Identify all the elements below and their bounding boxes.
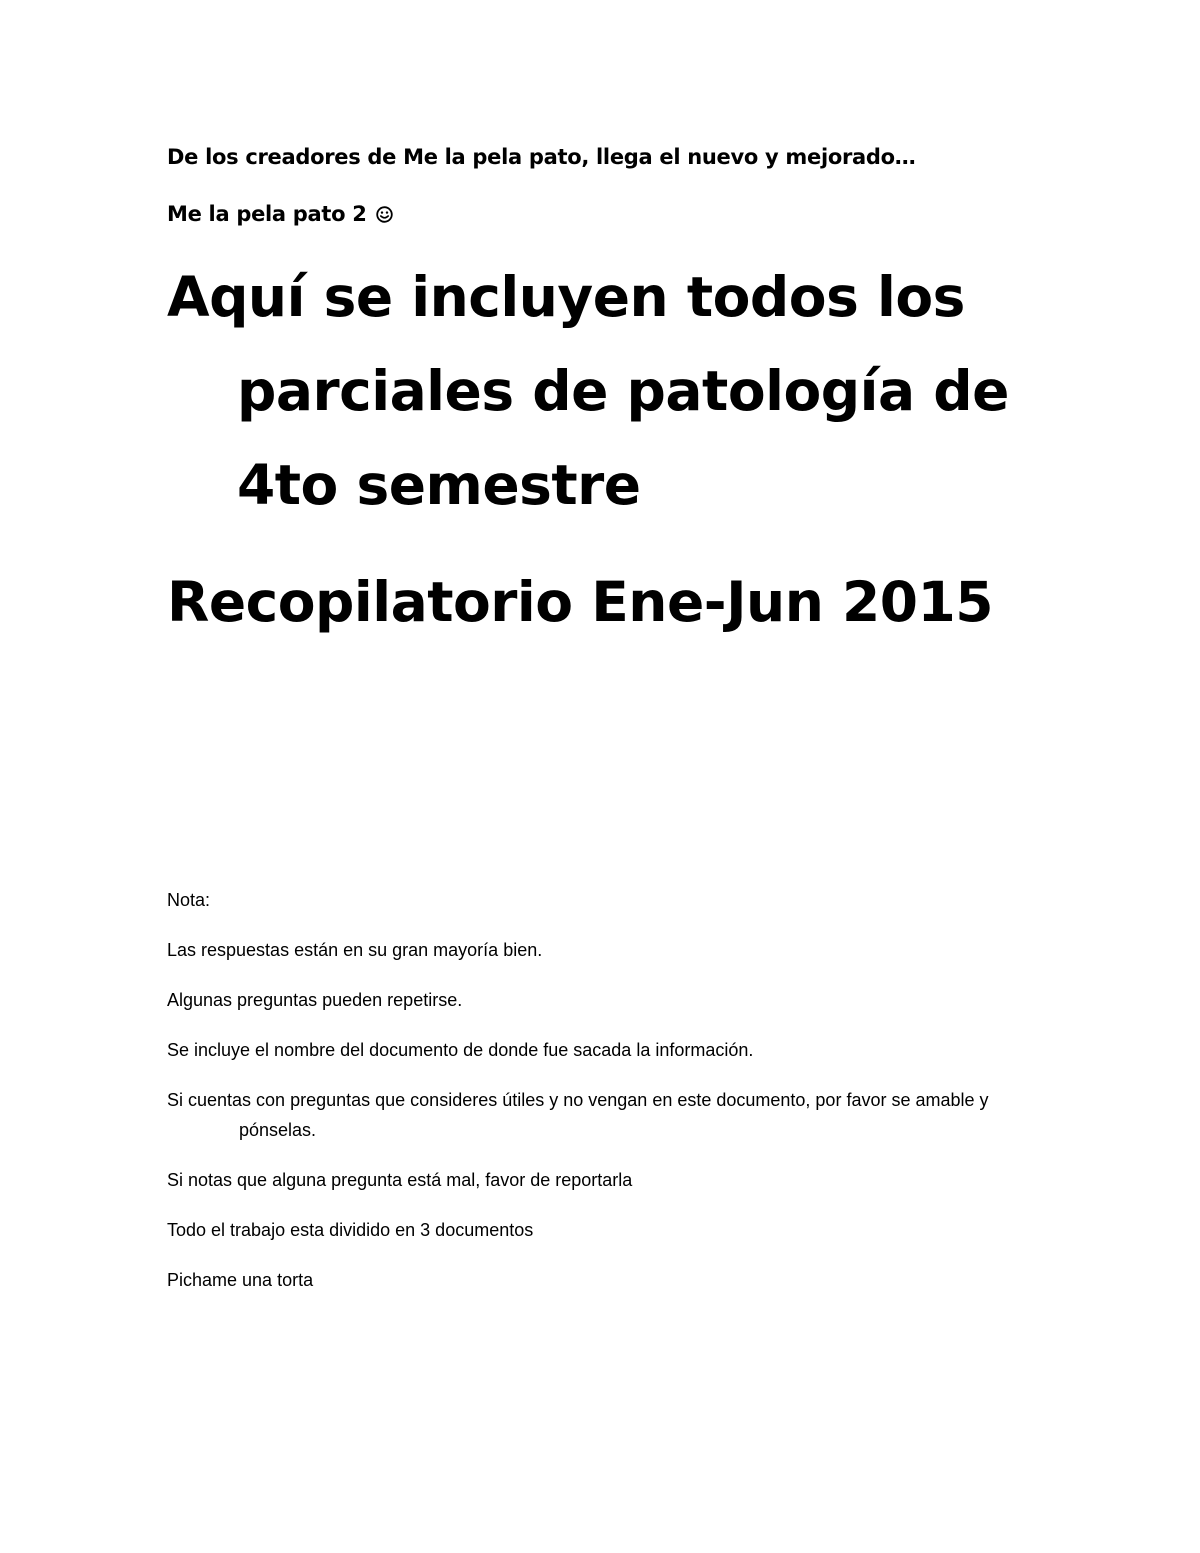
note-item: Todo el trabajo esta dividido en 3 documentos: [167, 1220, 534, 1240]
smiley-face-icon: [376, 202, 393, 219]
sub-headline: Recopilatorio Ene-Jun 2015: [167, 570, 994, 634]
intro-line: De los creadores de Me la pela pato, llega el nuevo y mejorado…: [167, 145, 916, 169]
note-item: Las respuestas están en su gran mayoría bien.: [167, 940, 543, 960]
notes-section: [167, 885, 997, 1315]
intro-subtitle-text: Me la pela pato 2: [167, 202, 367, 226]
note-item: Pichame una torta: [167, 1270, 314, 1290]
note-item: Algunas preguntas pueden repetirse.: [167, 990, 463, 1010]
notes-heading: Nota:: [167, 890, 211, 910]
main-headline: Aquí se incluyen todos los parciales de patología de 4to semestre: [167, 265, 1009, 517]
note-item: Si notas que alguna pregunta está mal, favor de reportarla: [167, 1170, 633, 1190]
note-item: Se incluye el nombre del documento de donde fue sacada la información.: [167, 1040, 754, 1060]
note-item: Si cuentas con preguntas que consideres útiles y no vengan en este documento, por favor se amable y pónselas.: [167, 1090, 989, 1140]
intro-subtitle: [167, 200, 393, 228]
